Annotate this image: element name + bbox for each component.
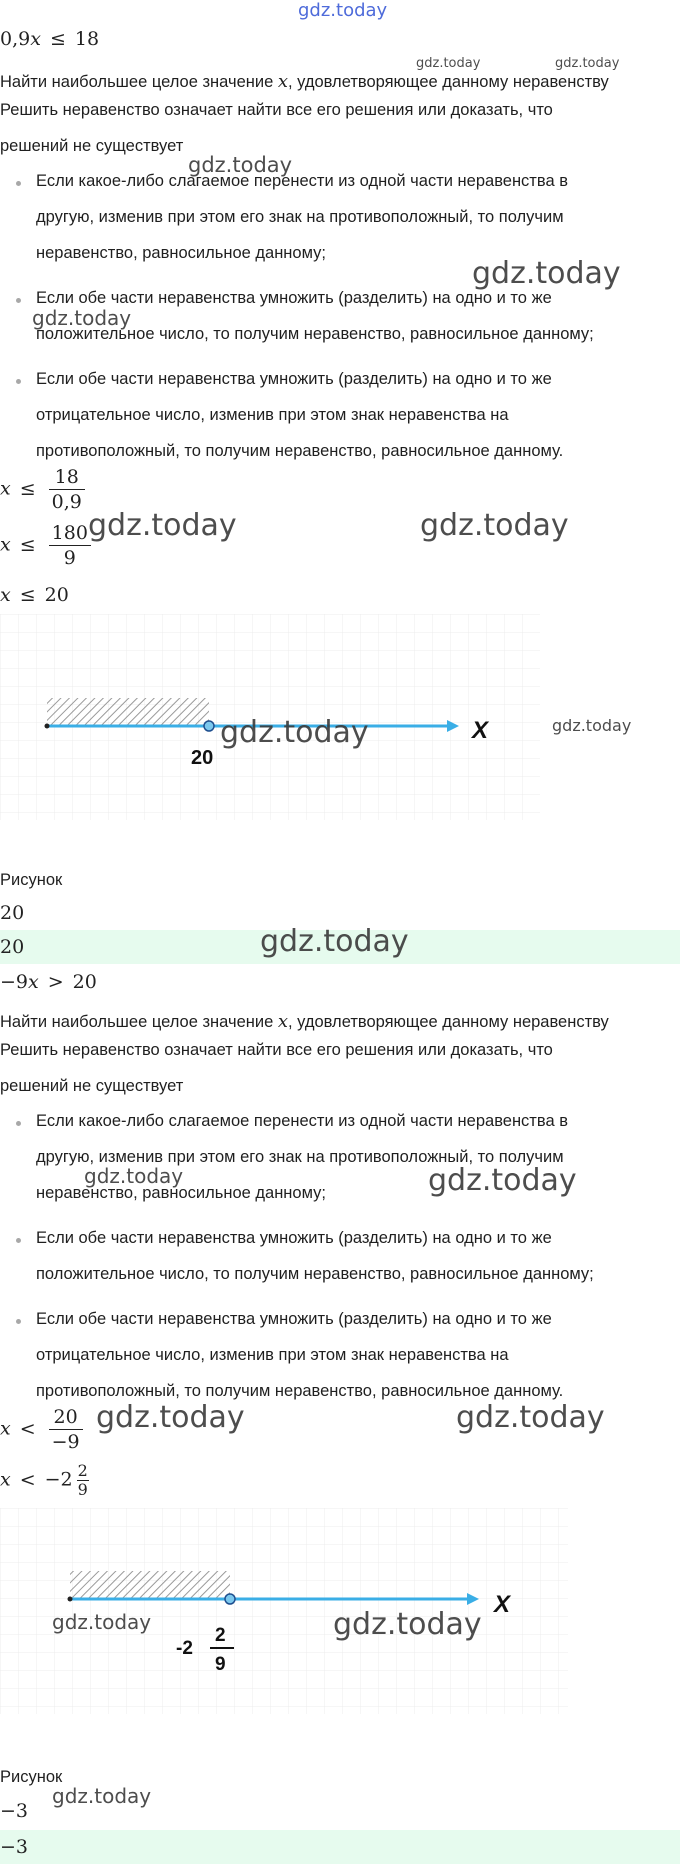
fraction: $\frac{18}{0,9}$ (49, 466, 85, 513)
problem2-answer: −3 (0, 1836, 29, 1858)
problem2-rule1-line3: неравенство, равносильное данному; (36, 1184, 326, 1202)
watermark: gdz.today (88, 508, 237, 543)
site-watermark: gdz.today (298, 0, 388, 21)
watermark: gdz.today (456, 1400, 605, 1435)
axis-label: X (494, 1591, 511, 1618)
problem2-inequality: −9x > 20 (0, 971, 97, 993)
problem2-result: −3 (0, 1800, 29, 1822)
watermark: gdz.today (52, 1784, 152, 1808)
problem2-rule2-line1: Если обе части неравенства умножить (разделить) на одно и то же (36, 1229, 552, 1247)
problem1-step2: x ≤ $\frac{180}{9}$ (0, 522, 91, 569)
problem2-task: Найти наибольшее целое значение x, удовлетворяющее данному неравенству (0, 1011, 609, 1032)
bullet-icon (16, 379, 21, 384)
problem1-result: 20 (0, 902, 25, 924)
watermark: gdz.today (428, 1163, 577, 1198)
problem2-answer-bar (0, 1830, 680, 1864)
problem2-rule1-line2: другую, изменив при этом его знак на противоположный, то получим (36, 1148, 564, 1166)
boundary-point-numerator: 2 (215, 1625, 226, 1646)
problem1-task: Найти наибольшее целое значение x, удовлетворяющее данному неравенству (0, 71, 609, 92)
problem2-rule1-line1: Если какое-либо слагаемое перенести из одной части неравенства в (36, 1112, 568, 1130)
problem1-rule1-line2: другую, изменив при этом его знак на противоположный, то получим (36, 208, 564, 226)
problem1-answer: 20 (0, 936, 25, 958)
problem1-intro-line2: решений не существует (0, 137, 184, 155)
problem1-step3: x ≤ 20 (0, 584, 69, 606)
boundary-point-whole: -2 (176, 1638, 193, 1659)
problem2-step2: x < −2 $\frac{2}{9}$ (0, 1461, 88, 1499)
boundary-point (204, 721, 214, 731)
problem2-step1: x < $\frac{20}{-9}$ (0, 1406, 83, 1453)
watermark: gdz.today (32, 306, 132, 330)
problem1-inequality: 0,9x ≤ 18 (0, 28, 100, 50)
problem2-rule3-line2: отрицательное число, изменив при этом знак неравенства на (36, 1346, 509, 1364)
problem2-intro-line1: Решить неравенство означает найти все его решения или доказать, что (0, 1041, 553, 1059)
watermark: gdz.today (552, 716, 632, 735)
watermark: gdz.today (472, 256, 621, 291)
problem1-step1: x ≤ $\frac{18}{0,9}$ (0, 466, 85, 513)
problem1-figure-caption: Рисунок (0, 871, 63, 889)
watermark: gdz.today (555, 56, 620, 71)
watermark: gdz.today (52, 1610, 152, 1634)
problem1-intro-line1: Решить неравенство означает найти все его решения или доказать, что (0, 101, 553, 119)
problem2-rule2-line2: положительное число, то получим неравенство, равносильное данному; (36, 1265, 594, 1283)
problem2-rule3-line3: противоположный, то получим неравенство, равносильное данному. (36, 1382, 564, 1400)
bullet-icon (16, 1319, 21, 1324)
watermark: gdz.today (188, 153, 293, 177)
boundary-point (225, 1594, 235, 1604)
problem1-rule1-line3: неравенство, равносильное данному; (36, 244, 326, 262)
problem1-rule2-line1: Если обе части неравенства умножить (разделить) на одно и то же (36, 289, 552, 307)
watermark: gdz.today (84, 1164, 184, 1188)
problem1-rule1-line1: Если какое-либо слагаемое перенести из одной части неравенства в (36, 172, 568, 190)
bullet-icon (16, 1121, 21, 1126)
boundary-point-denominator: 9 (215, 1654, 226, 1675)
problem1-rule3-line3: противоположный, то получим неравенство, равносильное данному. (36, 442, 564, 460)
fraction: $\frac{180}{9}$ (49, 522, 91, 569)
axis-start-dot (68, 1597, 73, 1602)
hatched-solution-region (70, 1571, 230, 1598)
problem1-rule2-line2: положительное число, то получим неравенство, равносильное данному; (36, 325, 594, 343)
watermark: gdz.today (416, 56, 481, 71)
bullet-icon (16, 181, 21, 186)
bullet-icon (16, 1238, 21, 1243)
problem1-rule3-line2: отрицательное число, изменив при этом знак неравенства на (36, 406, 509, 424)
watermark: gdz.today (420, 508, 569, 543)
problem1-rule3-line1: Если обе части неравенства умножить (разделить) на одно и то же (36, 370, 552, 388)
watermark: gdz.today (260, 924, 409, 959)
problem2-figure-caption: Рисунок (0, 1768, 63, 1786)
watermark: gdz.today (333, 1607, 482, 1642)
watermark: gdz.today (220, 715, 369, 750)
hatched-solution-region (47, 698, 209, 725)
fraction: $\frac{2}{9}$ (77, 1461, 88, 1499)
boundary-point-label: 20 (191, 747, 214, 769)
fraction: $\frac{20}{-9}$ (49, 1406, 83, 1453)
problem2-rule3-line1: Если обе части неравенства умножить (разделить) на одно и то же (36, 1310, 552, 1328)
axis-label: X (472, 717, 489, 744)
bullet-icon (16, 298, 21, 303)
axis-start-dot (45, 724, 50, 729)
problem2-intro-line2: решений не существует (0, 1077, 184, 1095)
watermark: gdz.today (96, 1400, 245, 1435)
